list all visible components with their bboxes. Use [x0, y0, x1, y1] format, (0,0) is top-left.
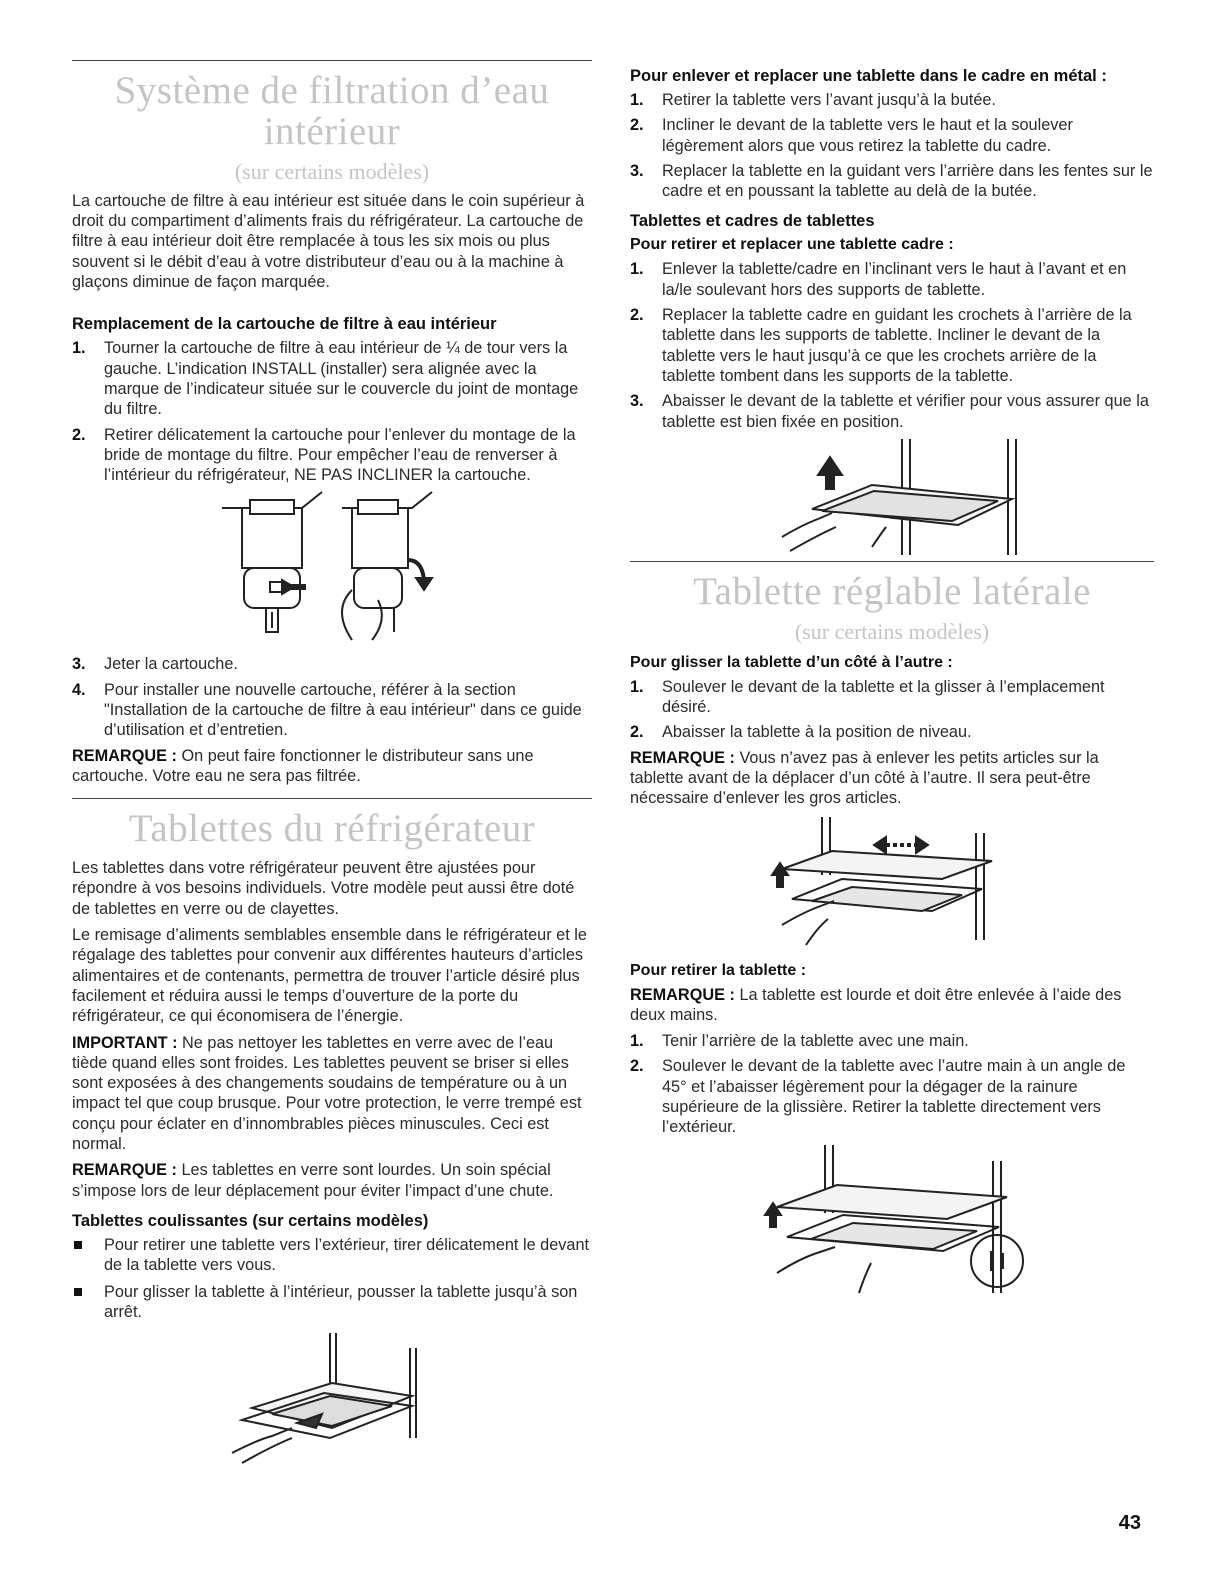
- step-number: 2.: [630, 723, 644, 742]
- bullet-text: Pour retirer une tablette vers l’extérieur, tirer délicatement le devant de la tablette vers vous.: [104, 1235, 590, 1275]
- bullet-icon: [74, 1241, 82, 1249]
- bullet-text: Pour glisser la tablette à l’intérieur, pousser la tablette jusqu’à son arrêt.: [104, 1282, 578, 1321]
- step-text: Pour installer une nouvelle cartouche, référer à la section "Installation de la cartouche de filtre à eau intérieur" dans ce guide d’utilisation et d’entretien.: [104, 680, 582, 740]
- section-subtitle: (sur certains modèles): [794, 618, 990, 644]
- section-divider: [630, 561, 1154, 562]
- note-label: REMARQUE :: [630, 985, 735, 1004]
- filtration-intro: La cartouche de filtre à eau intérieur est située dans le coin supérieur à droit du compartiment d’aliments frais du réfrigérateur. La cartouche de filtre à eau intérieur doit être remplacée à tous les six mois ou plus souvent si le débit d’eau à votre distributeur d’eau ou à la machine à glaçons diminue de façon marquée.: [72, 191, 585, 292]
- note-label: REMARQUE :: [72, 746, 177, 765]
- step-number: 2.: [630, 306, 644, 325]
- frame-shelf-subheading: Pour retirer et replacer une tablette cadre :: [630, 236, 954, 254]
- lateral-note: [630, 748, 1154, 809]
- frame-shelf-illustration: [762, 437, 1022, 557]
- step-text: Incliner le devant de la tablette vers le haut et la soulever légèrement alors que vous retirez la tablette du cadre.: [662, 116, 1073, 155]
- step-number: 1.: [630, 260, 644, 279]
- important-text: Ne pas nettoyer les tablettes en verre avec de l’eau tiède quand elles sont froides. Les tablettes peuvent se briser si elles sont exposées à des changements soudains de température ou à un impact tel que coup brusque. Pour votre protection, le verre trempé est conçu pour éclater en d’innombrables pièces minuscules. Ceci est normal.: [72, 1033, 582, 1154]
- step-text: Jeter la cartouche.: [104, 655, 238, 674]
- note-text: On peut faire fonctionner le distributeur sans une cartouche. Votre eau ne sera pas filtrée.: [72, 746, 534, 785]
- list-item: [72, 1282, 592, 1323]
- filter-cartridge-illustration: [202, 490, 462, 650]
- remove-shelf-heading: Pour retirer la tablette :: [630, 961, 807, 979]
- list-item: [630, 722, 1154, 742]
- note-text: La tablette est lourde et doit être enlevée à l’aide des deux mains.: [630, 985, 1122, 1024]
- step-text: Tenir l’arrière de la tablette avec une main.: [662, 1032, 969, 1051]
- step-text: Tourner la cartouche de filtre à eau intérieur de ¼ de tour vers la gauche. L’indication INSTALL (installer) sera alignée avec la marque de l’indicateur située sur le couvercle du joint de montage du filtre.: [104, 339, 579, 419]
- list-item: [630, 259, 1154, 300]
- section-divider: [72, 798, 592, 799]
- step-number: 1.: [72, 339, 86, 358]
- shelves-paragraph-1: Les tablettes dans votre réfrigérateur peuvent être ajustées pour répondre à vos besoins individuels. Votre modèle peut aussi être doté de tablettes en verre ou de clayettes.: [72, 859, 575, 918]
- sliding-shelves-heading: Tablettes coulissantes (sur certains modèles): [72, 1211, 429, 1230]
- step-text: Soulever le devant de la tablette et la glisser à l’emplacement désiré.: [662, 677, 1105, 717]
- left-column: [72, 60, 592, 1472]
- step-number: 2.: [630, 116, 644, 135]
- step-number: 2.: [72, 425, 86, 444]
- step-number: 3.: [630, 161, 644, 180]
- list-item: [72, 654, 592, 674]
- remove-note: [630, 985, 1154, 1026]
- step-text: Retirer la tablette vers l’avant jusqu’à la butée.: [662, 91, 996, 109]
- step-text: Soulever le devant de la tablette avec l’autre main à un angle de 45° et l’abaisser légèrement pour la dégager de la rainure supérieure de la glissière. Retirer la tablette directement vers l’extérieur.: [662, 1057, 1126, 1137]
- section-subtitle: (sur certains modèles): [234, 158, 430, 184]
- list-item: [630, 115, 1154, 156]
- step-number: 2.: [630, 1057, 644, 1076]
- filter-replacement-heading: Remplacement de la cartouche de filtre à eau intérieur: [72, 315, 497, 334]
- bullet-icon: [74, 1288, 82, 1296]
- list-item: [72, 680, 592, 741]
- section-title-lateral-shelf: Tablette réglable latérale: [693, 569, 1091, 613]
- note-label: REMARQUE :: [630, 748, 735, 767]
- shelf-frames-heading: Tablettes et cadres de tablettes: [630, 212, 875, 231]
- metal-frame-heading: Pour enlever et replacer une tablette dans le cadre en métal :: [630, 67, 1107, 85]
- important-note: [72, 1033, 592, 1155]
- list-item: [630, 305, 1154, 386]
- step-number: 3.: [630, 392, 644, 411]
- lateral-shelf-illustration: [762, 815, 1022, 955]
- list-item: [630, 161, 1154, 202]
- step-text: Abaisser la tablette à la position de niveau.: [662, 723, 972, 742]
- slide-shelf-heading: Pour glisser la tablette d’un côté à l’autre :: [630, 653, 953, 671]
- list-item: [630, 391, 1154, 432]
- note-text: Vous n’avez pas à enlever les petits articles sur la tablette avant de la déplacer d’un côté à l’autre. Il sera peut-être nécessaire d’enlever les gros articles.: [630, 748, 1099, 808]
- step-number: 1.: [630, 1032, 644, 1051]
- section-title-shelves: Tablettes du réfrigérateur: [128, 807, 536, 851]
- step-text: Retirer délicatement la cartouche pour l’enlever du montage de la bride de montage du filtre. Pour empêcher l’eau de renverser à l’intérieur du réfrigérateur, NE PAS INCLINER la cartouche.: [104, 425, 576, 485]
- shelves-paragraph-2: Le remisage d’aliments semblables ensemble dans le réfrigérateur et le régalage des tablettes pour convenir aux différentes hauteurs d’articles alimentaires et de contenants, permettra de trouver l’article désiré plus facilement et réduira aussi le temps d’ouverture de la porte du réfrigérateur, ce qui économisera de l’énergie.: [72, 926, 587, 1026]
- list-item: [72, 338, 592, 419]
- section-divider: [72, 60, 592, 61]
- step-number: 1.: [630, 91, 644, 109]
- filtration-note: [72, 746, 592, 787]
- step-text: Abaisser le devant de la tablette et vérifier pour vous assurer que la tablette est bien fixée en position.: [662, 392, 1149, 431]
- list-item: [72, 1235, 592, 1276]
- page-number: 43: [1118, 1512, 1141, 1534]
- list-item: [72, 425, 592, 486]
- note-text: Les tablettes en verre sont lourdes. Un soin spécial s’impose lors de leur déplacement pour éviter l’impact d’une chute.: [72, 1161, 554, 1200]
- step-number: 3.: [72, 655, 86, 674]
- remove-shelf-illustration: [747, 1143, 1037, 1303]
- step-number: 4.: [72, 680, 86, 699]
- step-text: Replacer la tablette en la guidant vers l’arrière dans les fentes sur le cadre et en poussant la tablette au delà de la butée.: [662, 161, 1153, 201]
- list-item: [630, 677, 1154, 718]
- right-column: [630, 66, 1154, 1307]
- step-number: 1.: [630, 677, 644, 696]
- step-text: Enlever la tablette/cadre en l’inclinant vers le haut à l’avant et en la/le soulevant hors des supports de tablette.: [662, 260, 1127, 299]
- note-label: REMARQUE :: [72, 1161, 177, 1180]
- important-label: IMPORTANT :: [72, 1033, 178, 1052]
- section-title-filtration: Système de filtration d’eau intérieur: [114, 69, 550, 153]
- list-item: [630, 90, 1154, 110]
- glass-note: [72, 1160, 592, 1201]
- sliding-shelf-illustration: [212, 1328, 452, 1468]
- step-text: Replacer la tablette cadre en guidant les crochets à l’arrière de la tablette dans les supports de tablette. Incliner le devant de la tablette vers le haut jusqu’à ce que les crochets arrière de la tablette tombent dans les supports de la tablette.: [662, 306, 1132, 385]
- list-item: [630, 1056, 1154, 1137]
- list-item: [630, 1031, 1154, 1051]
